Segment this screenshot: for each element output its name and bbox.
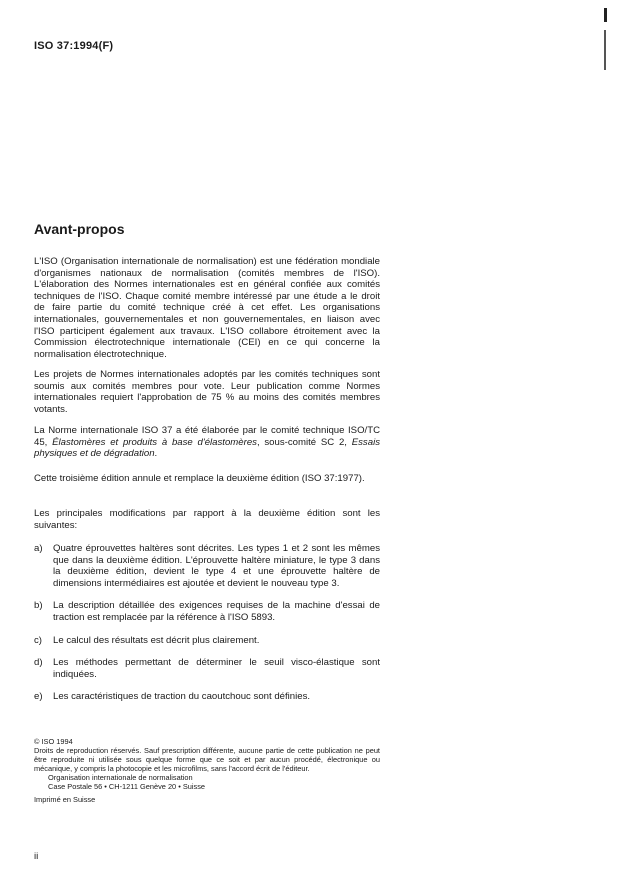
document-id: ISO 37:1994(F) xyxy=(34,40,114,52)
subcommittee-subject: Essais physiques et de dégradation xyxy=(34,436,380,460)
copyright-line: © ISO 1994 xyxy=(34,737,73,746)
foreword-paragraph-voting: Les projets de Normes internationales adoptés par les comités techniques sont soumis aux comités membres pour vote. Leur publication comme Normes internationales requiert l'approbation de 75 % au moins des comités membres votants. xyxy=(34,369,380,415)
page-number: ii xyxy=(34,851,39,862)
committee-text-start: La Norme internationale ISO 37 a été élaborée par le comité technique ISO/TC 45, xyxy=(34,425,380,448)
foreword-paragraph-committee xyxy=(34,425,380,460)
list-item xyxy=(34,635,380,647)
list-marker: b) xyxy=(34,600,43,612)
publisher-name: Organisation internationale de normalisation xyxy=(48,773,193,782)
margin-change-bar-top xyxy=(604,8,607,22)
list-item-text: Les méthodes permettant de déterminer le seuil visco-élastique sont indiquées. xyxy=(53,657,380,680)
list-item-text: La description détaillée des exigences requises de la machine d'essai de traction est remplacée par la référence à l'ISO 5893. xyxy=(53,600,380,623)
list-item xyxy=(34,600,380,623)
committee-subject: Élastomères et produits à base d'élastomères xyxy=(52,436,257,448)
margin-change-bar xyxy=(604,30,606,70)
publisher-address: Case Postale 56 • CH-1211 Genève 20 • Suisse xyxy=(48,782,206,791)
list-item xyxy=(34,657,380,680)
list-marker: d) xyxy=(34,657,43,669)
list-marker: a) xyxy=(34,543,43,554)
list-item xyxy=(34,543,380,589)
modifications-list xyxy=(34,543,380,714)
foreword-paragraph-changes-intro: Les principales modifications par rapport à la deuxième édition sont les suivantes: xyxy=(34,508,380,531)
copyright-block xyxy=(34,737,380,804)
list-item-text: Les caractéristiques de traction du caoutchouc sont définies. xyxy=(53,691,311,703)
copyright-notice: Droits de reproduction réservés. Sauf prescription différente, aucune partie de cette publication ne peut être reproduite ni utilisée sous quelque forme que ce soit et par aucun procédé, électronique ou mécanique, y compris la photocopie et les microfilms, sans l'accord écrit de l'éditeur. xyxy=(34,746,380,773)
list-item-text: Le calcul des résultats est décrit plus clairement. xyxy=(53,634,260,646)
committee-text-end: . xyxy=(154,448,158,460)
list-marker: e) xyxy=(34,691,43,703)
foreword-paragraph-edition: Cette troisième édition annule et remplace la deuxième édition (ISO 37:1977). xyxy=(34,473,365,484)
printed-in: Imprimé en Suisse xyxy=(34,795,96,804)
committee-text-middle: , sous-comité SC 2, xyxy=(256,436,352,448)
list-item-text: Quatre éprouvettes haltères sont décrites. Les types 1 et 2 sont les mêmes que dans la deuxième édition. L'éprouvette haltère miniature, le type 3 dans la deuxième édition, devient le type 4 et une éprouvette haltère de dimensions intermédiaires est ajoutée et devient le nouveau type 3. xyxy=(53,543,380,589)
foreword-paragraph-iso: L'ISO (Organisation internationale de normalisation) est une fédération mondiale d'organismes nationaux de normalisation (comités membres de l'ISO). L'élaboration des Normes internationales est en général confiée aux comités techniques de l'ISO. Chaque comité membre intéressé par une étude a le droit de faire partie du comité technique créé à cet effet. Les organisations internationales, gouvernementales et non gouvernementales, en liaison avec l'ISO participent également aux travaux. L'ISO collabore étroitement avec la Commission électrotechnique internationale (CEI) en ce qui concerne la normalisation électrotechnique. xyxy=(34,256,380,360)
foreword-title: Avant-propos xyxy=(34,221,125,237)
list-item xyxy=(34,691,380,703)
list-marker: c) xyxy=(34,634,42,646)
